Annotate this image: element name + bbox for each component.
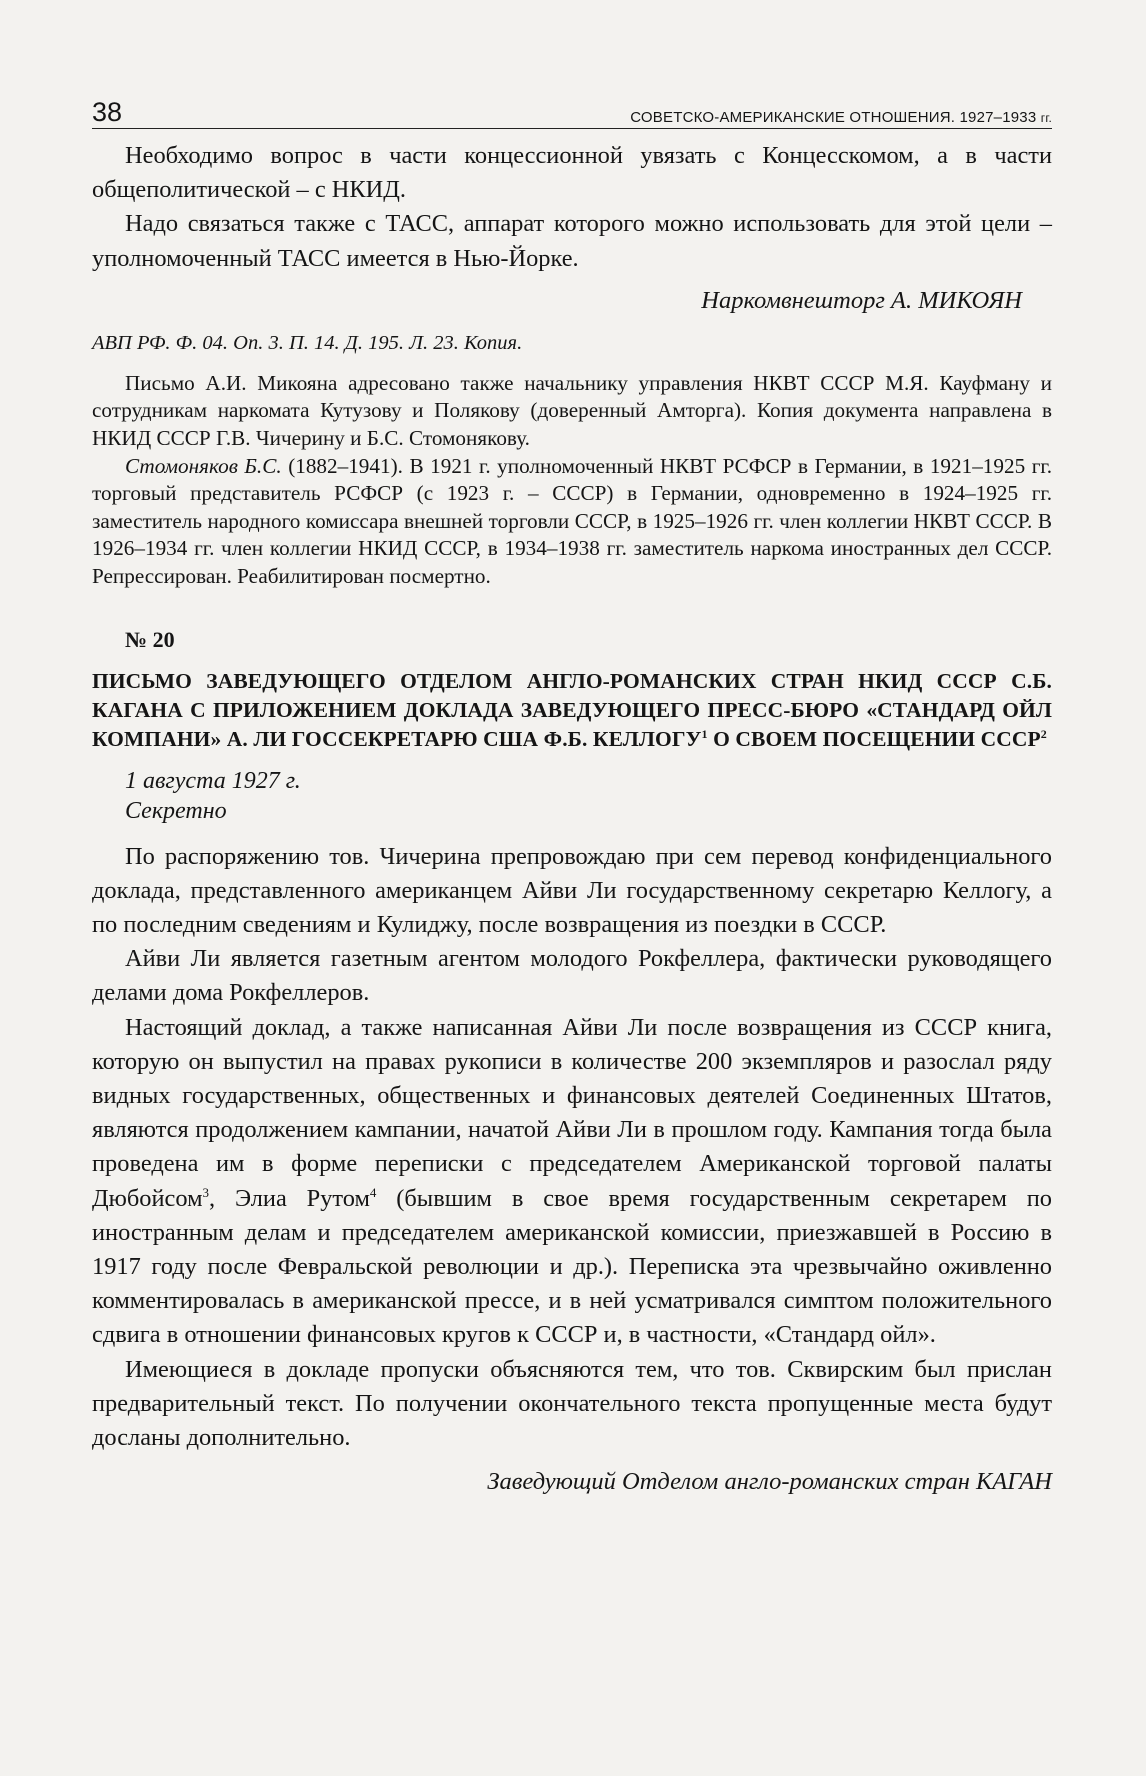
document-title: ПИСЬМО ЗАВЕДУЮЩЕГО ОТДЕЛОМ АНГЛО-РОМАНСКИХ СТРАН НКИД СССР С.Б. КАГАНА С ПРИЛОЖЕНИЕМ ДОКЛАДА ЗАВЕДУЮЩЕГО ПРЕСС-БЮРО «СТАНДАРД ОЙЛ КОМПАНИ» А. ЛИ ГОССЕКРЕТАРЮ США Ф.Б. КЕЛЛОГУ$^1$ О СВОЕМ ПОСЕЩЕНИИ СССР$^2$ [92,668,1052,751]
footnote-marker: 1 [701,726,708,741]
paragraph: Необходимо вопрос в части концессионной увязать с Концесскомом, а в части общеполитической – с НКИД. [92,142,1052,204]
document-number: № 20 [125,626,175,652]
footnote-marker: 4 [369,1184,377,1200]
note-paragraph: Стомоняков Б.С. (1882–1941). В 1921 г. уполномоченный НКВТ РСФСР в Германии, в 1921–1925 гг. торговый представитель РСФСР (с 1923 г. – СССР) в Германии, одновременно в 1924–1925 гг. заместитель народного комиссара внешней торговли СССР, в 1925–1926 гг. член коллегии НКВТ СССР. В 1926–1934 гг. член коллегии НКИД СССР, в 1934–1938 гг. заместитель наркома иностранных дел СССР. Репрессирован. Реабилитирован посмертно. [92,453,1052,588]
running-head: СОВЕТСКО-АМЕРИКАНСКИЕ ОТНОШЕНИЯ. 1927–1933 гг. [630,109,1052,126]
signature-kagan: Заведующий Отделом англо-романских стран КАГАН [487,1468,1052,1496]
footnote-marker: 2 [1040,726,1047,741]
editorial-notes [92,370,1052,591]
paragraph: Имеющиеся в докладе пропуски объясняются тем, что тов. Сквирским был прислан предварительный текст. По получении окончательного текста пропущенные места будут досланы дополнительно. [92,1355,1052,1452]
page-number: 38 [92,97,123,127]
archive-reference: АВП РФ. Ф. 04. Оп. 3. П. 14. Д. 195. Л. 23. Копия. [92,331,523,354]
paragraph: Айви Ли является газетным агентом молодого Рокфеллера, фактически руководящего делами дома Рокфеллеров. [92,945,1052,1007]
document-page [92,98,1052,1499]
classification-mark: Секретно [125,797,227,824]
footnote-marker: 3 [202,1184,210,1200]
note-person-name: Стомоняков Б.С. [125,453,282,478]
letter-body [92,840,1052,1456]
paragraph: Надо связаться также с ТАСС, аппарат которого можно использовать для этой цели – уполномоченный ТАСС имеется в Нью-Йорке. [92,210,1052,272]
note-paragraph: Письмо А.И. Микояна адресовано также начальнику управления НКВТ СССР М.Я. Кауфману и сотрудникам наркомата Кутузову и Полякову (доверенный Амторга). Копия документа направлена в НКИД СССР Г.В. Чичерину и Б.С. Стомонякову. [92,370,1052,450]
page-header [92,98,1052,129]
paragraph: По распоряжению тов. Чичерина препровождаю при сем перевод конфиденциального доклада, представленного американцем Айви Ли государственному секретарю Келлогу, а по последним сведениям и Кулиджу, после возвращения из поездки в СССР. [92,842,1052,938]
paragraph: Настоящий доклад, а также написанная Айви Ли после возвращения из СССР книга, которую он выпустил на правах рукописи в количестве 200 экземпляров и разослал ряду видных государственных, общественных и финансовых деятелей Соединенных Штатов, являются продолжением кампании, начатой Айви Ли в прошлом году. Кампания тогда была проведена им в форме переписки с председателем Американской торговой палаты Дюбойсом$^3$, Элиа Рутом$^4$ (бывшим в свое время государственным секретарем по иностранным делам и председателем американской комиссии, приезжавшей в Россию в 1917 году после Февральской революции и др.). Переписка эта чрезвычайно оживленно комментировалась в американской прессе, и в ней усматривался симптом положительного сдвига в отношении финансовых кругов к СССР и, в частности, «Стандард ойл». [92,1013,1052,1349]
date-block [92,766,1052,826]
letter-ending [92,139,1052,276]
signature-mikoyan: Наркомвнешторг А. МИКОЯН [701,286,1022,314]
document-date: 1 августа 1927 г. [125,767,301,794]
